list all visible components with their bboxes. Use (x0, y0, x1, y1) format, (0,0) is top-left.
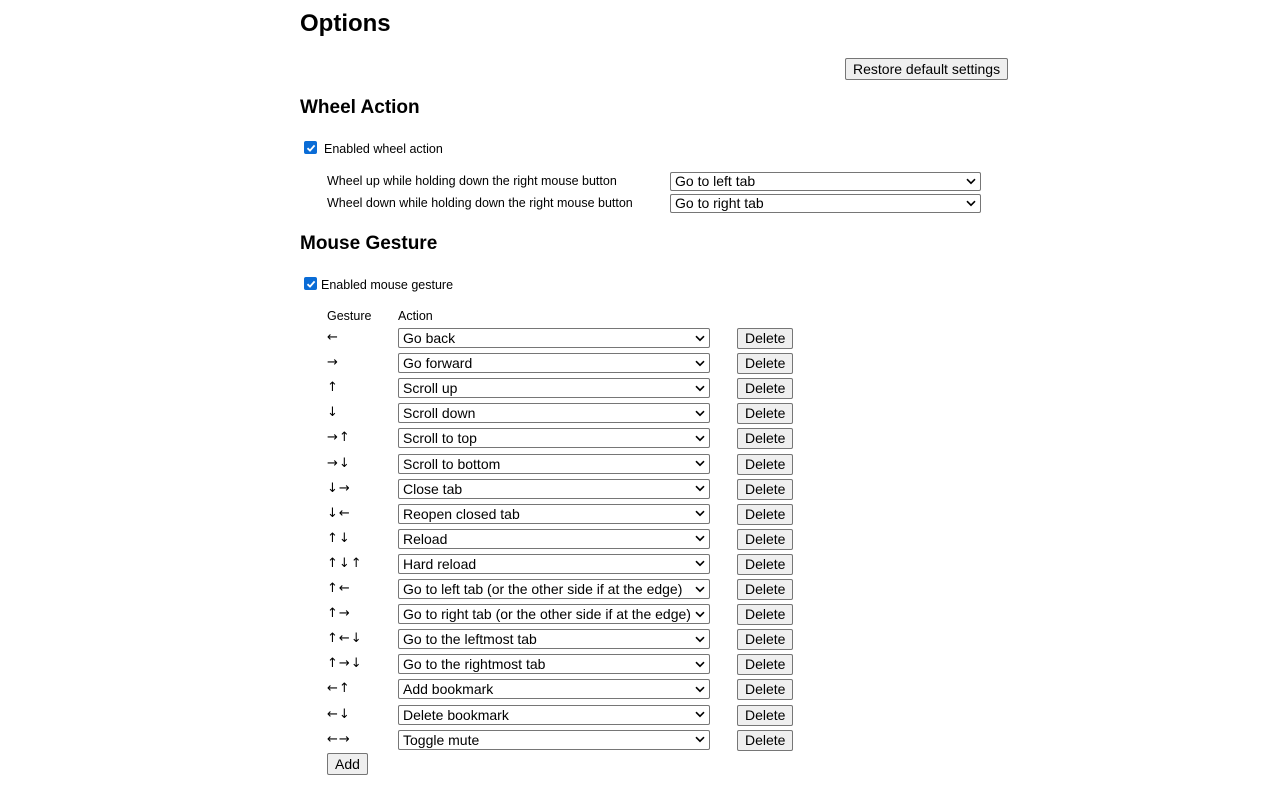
action-column-header: Action (398, 309, 433, 323)
delete-gesture-button[interactable]: Delete (737, 378, 793, 399)
gesture-row (327, 353, 797, 373)
delete-gesture-button[interactable]: Delete (737, 504, 793, 525)
delete-gesture-button[interactable]: Delete (737, 730, 793, 751)
gesture-row (327, 554, 797, 574)
delete-gesture-button[interactable]: Delete (737, 554, 793, 575)
chevron-down-icon (695, 329, 705, 347)
gesture-action-select[interactable] (398, 428, 710, 448)
gesture-action-select[interactable] (398, 378, 710, 398)
select-value: Go back (403, 330, 456, 346)
select-value: Go to right tab (675, 195, 764, 211)
wheel-enabled-row[interactable] (304, 139, 443, 156)
gesture-pattern: →↑ (327, 430, 351, 446)
chevron-down-icon (695, 580, 705, 598)
delete-gesture-button[interactable]: Delete (737, 479, 793, 500)
gesture-row (327, 328, 797, 348)
delete-gesture-button[interactable]: Delete (737, 353, 793, 374)
gesture-pattern: → (327, 355, 339, 371)
gesture-pattern: ↑↓↑ (327, 555, 363, 571)
gesture-pattern: ↑ (327, 380, 339, 396)
chevron-down-icon (695, 480, 705, 498)
gesture-action-select[interactable] (398, 504, 710, 524)
gesture-pattern: ←→ (327, 731, 351, 747)
add-gesture-button[interactable]: Add (327, 753, 368, 775)
select-value: Go to right tab (or the other side if at the edge) (403, 606, 691, 623)
chevron-down-icon (695, 706, 705, 724)
select-value: Scroll to top (403, 430, 477, 447)
wheel-action-label: Wheel down while holding down the right mouse button (327, 196, 633, 210)
gesture-row (327, 479, 797, 499)
delete-gesture-button[interactable]: Delete (737, 604, 793, 625)
gesture-enabled-label: Enabled mouse gesture (321, 278, 454, 292)
gesture-pattern: ← (327, 330, 339, 345)
gesture-row (327, 504, 797, 524)
gesture-action-select[interactable] (398, 554, 710, 574)
chevron-down-icon (695, 731, 705, 749)
gesture-row (327, 654, 797, 674)
checkmark-icon (306, 279, 316, 289)
delete-gesture-button[interactable]: Delete (737, 328, 793, 349)
gesture-action-select[interactable] (398, 579, 710, 599)
gesture-row (327, 454, 797, 474)
delete-gesture-button[interactable]: Delete (737, 705, 793, 726)
gesture-pattern: ←↑ (327, 681, 351, 697)
gesture-action-select[interactable] (398, 529, 710, 549)
gesture-pattern: ↑↓ (327, 530, 351, 546)
gesture-pattern: ↓ (327, 405, 339, 421)
gesture-action-select[interactable] (398, 403, 710, 423)
select-value: Scroll down (403, 405, 476, 422)
select-value: Delete bookmark (403, 706, 509, 723)
chevron-down-icon (695, 630, 705, 648)
delete-gesture-button[interactable]: Delete (737, 629, 793, 650)
gesture-pattern: ↑→↓ (327, 656, 363, 672)
chevron-down-icon (695, 505, 705, 523)
gesture-action-select[interactable] (398, 730, 710, 750)
delete-gesture-button[interactable]: Delete (737, 654, 793, 675)
select-value: Reload (403, 530, 448, 547)
gesture-row (327, 579, 797, 599)
gesture-row (327, 604, 797, 624)
select-value: Go to left tab (675, 173, 756, 189)
select-value: Scroll up (403, 380, 458, 397)
chevron-down-icon (695, 555, 705, 573)
gesture-row (327, 679, 797, 699)
chevron-down-icon (695, 455, 705, 473)
wheel-enabled-checkbox[interactable] (304, 141, 317, 154)
gesture-row (327, 403, 797, 423)
gesture-pattern: ↓→ (327, 480, 351, 496)
gesture-action-select[interactable] (398, 328, 710, 348)
gesture-pattern: ↑← (327, 581, 351, 596)
gesture-pattern: ↓← (327, 505, 351, 521)
mouse-gesture-heading: Mouse Gesture (300, 233, 438, 254)
wheel-action-heading: Wheel Action (300, 97, 420, 118)
wheel-enabled-label: Enabled wheel action (324, 142, 443, 156)
gesture-action-select[interactable] (398, 353, 710, 373)
checkmark-icon (306, 143, 316, 153)
gesture-action-select[interactable] (398, 454, 710, 474)
gesture-pattern: →↓ (327, 455, 351, 471)
select-value: Go to the rightmost tab (403, 656, 546, 673)
delete-gesture-button[interactable]: Delete (737, 529, 793, 550)
chevron-down-icon (695, 354, 705, 372)
chevron-down-icon (695, 605, 705, 623)
delete-gesture-button[interactable]: Delete (737, 579, 793, 600)
gesture-pattern: ←↓ (327, 706, 351, 722)
select-value: Hard reload (403, 555, 477, 572)
select-value: Add bookmark (403, 681, 494, 698)
gesture-enabled-row[interactable] (304, 275, 453, 292)
gesture-action-select[interactable] (398, 604, 710, 624)
chevron-down-icon (695, 680, 705, 698)
gesture-enabled-checkbox[interactable] (304, 277, 317, 290)
chevron-down-icon (695, 530, 705, 548)
chevron-down-icon (966, 195, 976, 212)
select-value: Close tab (403, 480, 463, 497)
select-value: Reopen closed tab (403, 505, 520, 522)
select-value: Go to left tab (or the other side if at the edge) (403, 581, 683, 597)
select-value: Go forward (403, 355, 473, 372)
chevron-down-icon (695, 379, 705, 397)
chevron-down-icon (966, 173, 976, 190)
gesture-action-select[interactable] (398, 479, 710, 499)
select-value: Go to the leftmost tab (403, 631, 537, 648)
page-title: Options (300, 10, 391, 37)
select-value: Toggle mute (403, 731, 480, 748)
gesture-row (327, 378, 797, 398)
delete-gesture-button[interactable]: Delete (737, 403, 793, 424)
gesture-action-select[interactable] (398, 654, 710, 674)
restore-default-button[interactable]: Restore default settings (845, 58, 1008, 80)
chevron-down-icon (695, 429, 705, 447)
gesture-row (327, 705, 797, 725)
gesture-pattern: ↑→ (327, 606, 351, 622)
gesture-row (327, 730, 797, 750)
delete-gesture-button[interactable]: Delete (737, 679, 793, 700)
wheel-action-select[interactable] (670, 172, 981, 191)
gesture-row (327, 428, 797, 448)
wheel-action-label: Wheel up while holding down the right mouse button (327, 174, 617, 188)
gesture-action-select[interactable] (398, 679, 710, 699)
select-value: Scroll to bottom (403, 455, 501, 472)
gesture-action-select[interactable] (398, 705, 710, 725)
gesture-row (327, 629, 797, 649)
wheel-action-select[interactable] (670, 194, 981, 213)
delete-gesture-button[interactable]: Delete (737, 428, 793, 449)
chevron-down-icon (695, 404, 705, 422)
delete-gesture-button[interactable]: Delete (737, 454, 793, 475)
wheel-action-row (327, 194, 982, 213)
gesture-column-header: Gesture (327, 309, 372, 323)
gesture-row (327, 529, 797, 549)
gesture-pattern: ↑←↓ (327, 631, 363, 647)
wheel-action-row (327, 172, 982, 191)
chevron-down-icon (695, 655, 705, 673)
gesture-action-select[interactable] (398, 629, 710, 649)
